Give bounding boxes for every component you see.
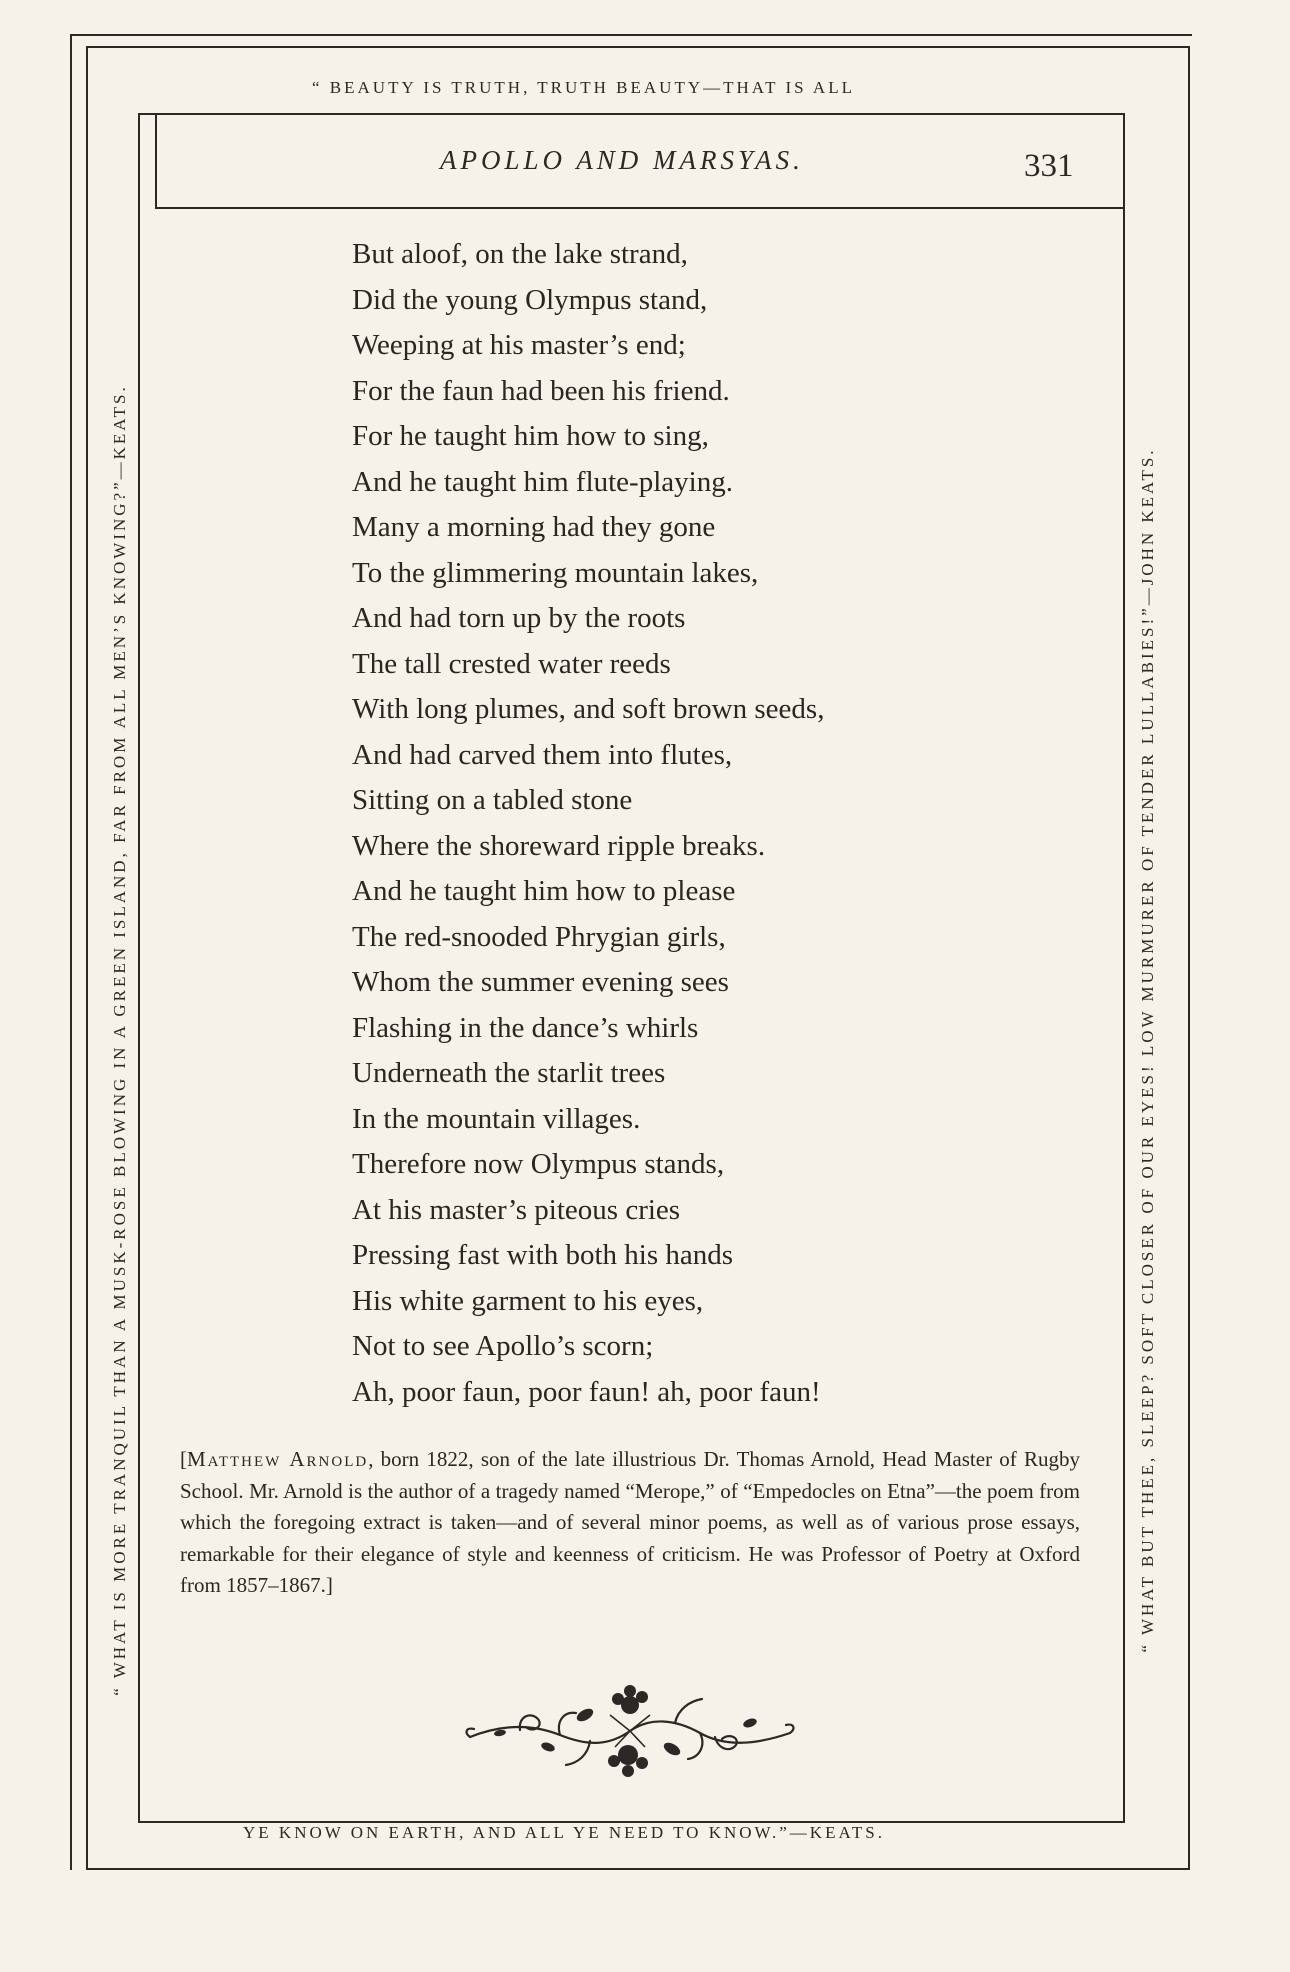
poem-line: The tall crested water reeds [352, 647, 671, 680]
poem-line: Underneath the starlit trees [352, 1057, 666, 1089]
right-quote: “ WHAT BUT THEE, SLEEP? SOFT CLOSER OF OUR EYES! LOW MURMURER OF TENDER LULLABIES!”—JOHN KEATS. [1138, 447, 1157, 1653]
top-quote: “ BEAUTY IS TRUTH, TRUTH BEAUTY—THAT IS ALL [312, 78, 855, 97]
poem-line: For he taught him how to sing, [352, 420, 709, 452]
top-rule [70, 34, 1192, 36]
poem-line: Did the young Olympus stand, [352, 283, 708, 316]
left-quote: “ WHAT IS MORE TRANQUIL THAN A MUSK-ROSE BLOWING IN A GREEN ISLAND, FAR FROM ALL MEN’S KNOWING?”—KEATS. [110, 384, 129, 1696]
poem-line: Sitting on a tabled stone [352, 784, 633, 816]
poem-line: For the faun had been his friend. [352, 374, 730, 407]
poem-line: And he taught him flute-playing. [352, 465, 733, 498]
poem-line: With long plumes, and soft brown seeds, [352, 693, 825, 725]
poem-line: Pressing fast with both his hands [352, 1239, 734, 1271]
poem-line: Ah, poor faun, poor faun! ah, poor faun! [352, 1375, 821, 1408]
note-author: Matthew Arnold [187, 1447, 369, 1471]
poem [352, 232, 824, 1415]
poem-line: Therefore now Olympus stands, [352, 1148, 725, 1180]
note-text: , born 1822, son of the late illustrious Dr. Thomas Arnold, Head Master of Rugby School. Mr. Arnold is the author of a tragedy named “Merope,” of “Empedocles on Etna”—the poem from which the foregoing extract is taken—and of several minor poems, as well as of various prose essays, remarkable for their elegance of style and keenness of criticism. He was Professor of Poetry at Oxford from 1857–1867.] [180, 1447, 1080, 1597]
poem-line: But aloof, on the lake strand, [352, 238, 688, 270]
bottom-quote: YE KNOW ON EARTH, AND ALL YE NEED TO KNOW.”—KEATS. [243, 1823, 885, 1842]
biographical-note [180, 1444, 1080, 1602]
poem-line: The red-snooded Phrygian girls, [352, 920, 726, 953]
poem-line: And had torn up by the roots [352, 602, 686, 634]
poem-line: Flashing in the dance’s whirls [352, 1011, 699, 1044]
header-box-left [155, 113, 157, 209]
page-number: 331 [1024, 148, 1074, 184]
floral-vignette-icon [460, 1675, 800, 1790]
poem-line: To the glimmering mountain lakes, [352, 556, 759, 589]
poem-line: Not to see Apollo’s scorn; [352, 1330, 654, 1362]
poem-line: And had carved them into flutes, [352, 738, 733, 771]
poem-line: Where the shoreward ripple breaks. [352, 829, 766, 862]
poem-line: In the mountain villages. [352, 1102, 641, 1135]
poem-line: His white garment to his eyes, [352, 1284, 704, 1317]
poem-line: Many a morning had they gone [352, 511, 716, 543]
left-outer-rule [70, 34, 72, 1870]
note-open-bracket: [ [180, 1447, 187, 1471]
running-title: APOLLO AND MARSYAS. [440, 145, 804, 175]
poem-line: Weeping at his master’s end; [352, 329, 686, 361]
poem-line: At his master’s piteous cries [352, 1193, 681, 1226]
poem-line: And he taught him how to please [352, 875, 736, 907]
header-rule [155, 207, 1125, 209]
poem-line: Whom the summer evening sees [352, 966, 729, 998]
